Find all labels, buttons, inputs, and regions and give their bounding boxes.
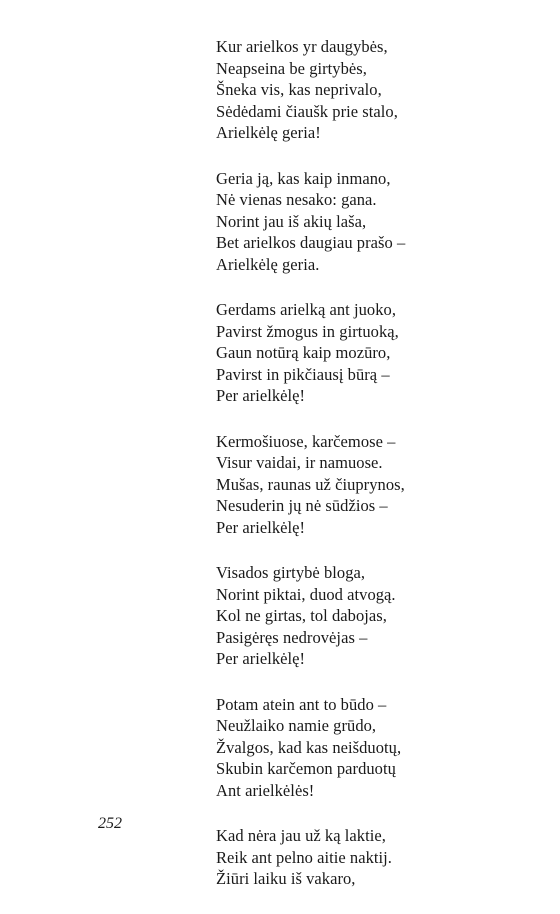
poem-line: Kad nėra jau už ką laktie, xyxy=(216,826,386,845)
poem-line: Neapseina be girtybės, xyxy=(216,58,367,78)
poem-line: Sėdėdami čiaušk prie stalo, xyxy=(216,101,398,121)
poem-line: Ant arielkėlės! xyxy=(216,780,315,800)
stanza-5 xyxy=(216,562,546,670)
poem-line: Pavirst žmogus in girtuoką, xyxy=(216,321,399,341)
poem-line: Pasigėręs nedrovėjas – xyxy=(216,627,368,647)
poem-line: Bet arielkos daugiau prašo – xyxy=(216,233,406,252)
stanza-1 xyxy=(216,36,546,144)
poem-line: Neužlaiko namie grūdo, xyxy=(216,716,377,735)
poem-line: Žiūri laiku iš vakaro, xyxy=(216,869,356,888)
stanza-7 xyxy=(216,825,546,890)
poem-line: Kur arielkos yr daugybės, xyxy=(216,37,388,56)
poem-line: Gerdams arielką ant juoko, xyxy=(216,300,396,319)
poem-line: Potam atein ant to būdo – xyxy=(216,694,387,714)
poem-line: Gaun notūrą kaip mozūro, xyxy=(216,343,391,362)
poem-line: Per arielkėlę! xyxy=(216,649,306,668)
poem-line: Kol ne girtas, tol dabojas, xyxy=(216,606,387,625)
poem-line: Arielkėlę geria. xyxy=(216,254,320,274)
poem-line: Per arielkėlę! xyxy=(216,386,306,405)
stanza-6 xyxy=(216,694,546,802)
poem-line: Nesuderin jų nė sūdžios – xyxy=(216,496,388,515)
poem-line: Per arielkėlę! xyxy=(216,517,306,537)
poem-line: Kermošiuose, karčemose – xyxy=(216,431,396,451)
poem-line: Reik ant pelno aitie naktij. xyxy=(216,847,392,867)
poem-line: Visur vaidai, ir namuose. xyxy=(216,453,383,472)
poem-line: Mušas, raunas už čiuprynos, xyxy=(216,474,405,494)
poem-line: Pavirst in pikčiausį būrą – xyxy=(216,364,390,384)
poem-line: Skubin karčemon parduotų xyxy=(216,759,396,778)
poem-line: Visados girtybė bloga, xyxy=(216,563,366,582)
stanza-4 xyxy=(216,431,546,539)
poem xyxy=(216,36,546,914)
poem-line: Nė vienas nesako: gana. xyxy=(216,190,377,209)
stanza-2 xyxy=(216,168,546,276)
poem-line: Norint jau iš akių laša, xyxy=(216,211,367,231)
poem-line: Geria ją, kas kaip inmano, xyxy=(216,168,391,188)
stanza-3 xyxy=(216,299,546,407)
poem-line: Arielkėlę geria! xyxy=(216,123,321,142)
poem-line: Šneka vis, kas neprivalo, xyxy=(216,80,382,99)
poem-line: Žvalgos, kad kas neišduotų, xyxy=(216,737,402,757)
page-number: 252 xyxy=(98,815,122,832)
poem-line: Norint piktai, duod atvogą. xyxy=(216,584,396,604)
